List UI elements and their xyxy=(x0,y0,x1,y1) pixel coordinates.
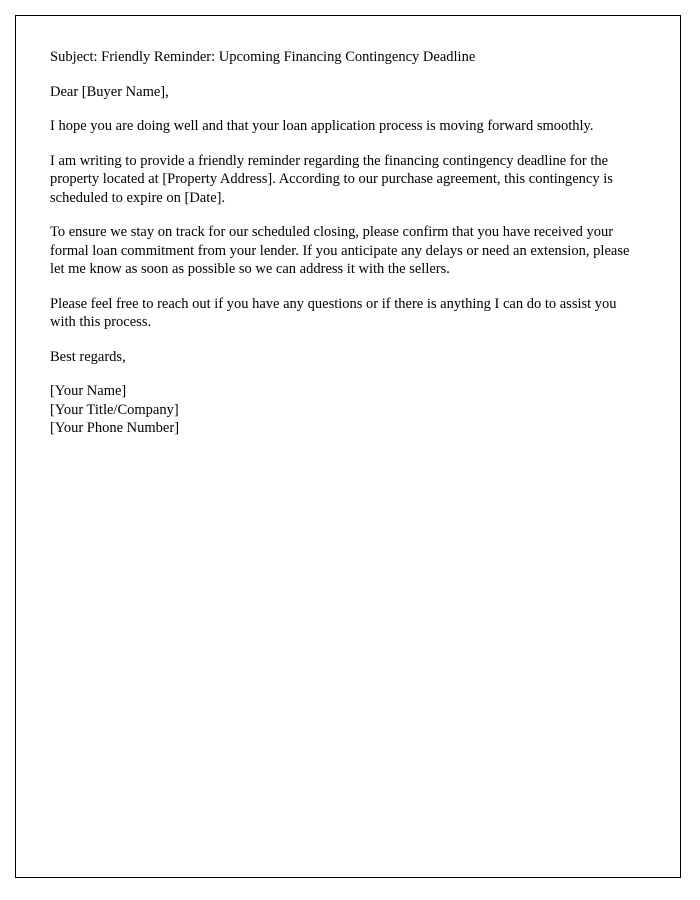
signature-phone: [Your Phone Number] xyxy=(50,420,180,436)
paragraph-2: I am writing to provide a friendly reminder regarding the financing contingency deadline for the property located at [Property Address]. According to our purchase agreement, this contingency is scheduled to expire on [Date]. xyxy=(50,152,613,206)
letter-body xyxy=(16,16,680,438)
letter-page xyxy=(15,15,681,878)
subject-line: Subject: Friendly Reminder: Upcoming Financing Contingency Deadline xyxy=(50,49,476,65)
paragraph-4: Please feel free to reach out if you have any questions or if there is anything I can do to assist you with this process. xyxy=(50,295,617,330)
signature-title-company: [Your Title/Company] xyxy=(50,401,179,418)
signature-name: [Your Name] xyxy=(50,383,127,399)
paragraph-1: I hope you are doing well and that your loan application process is moving forward smoothly. xyxy=(50,118,594,134)
closing: Best regards, xyxy=(50,348,126,365)
paragraph-3: To ensure we stay on track for our scheduled closing, please confirm that you have received your formal loan commitment from your lender. If you anticipate any delays or need an extension, please let me know as soon as possible so we can address it with the sellers. xyxy=(50,224,630,277)
greeting: Dear [Buyer Name], xyxy=(50,83,169,100)
signature-block xyxy=(50,382,630,438)
